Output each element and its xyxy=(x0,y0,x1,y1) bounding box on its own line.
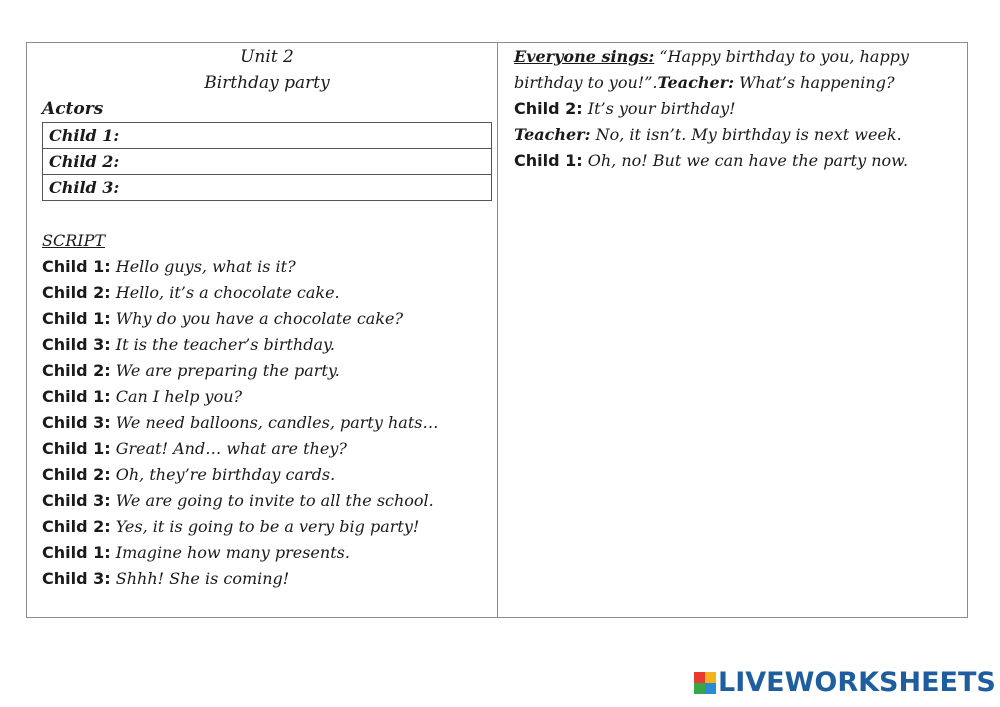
speaker-label: Child 3: xyxy=(42,413,111,432)
speaker-label: Everyone sings: xyxy=(514,47,655,66)
script-line xyxy=(42,462,492,488)
dialogue-text: Great! And… what are they? xyxy=(110,439,347,458)
script-line xyxy=(42,254,492,280)
dialogue-text: Can I help you? xyxy=(110,387,243,406)
actor-row[interactable] xyxy=(43,175,492,201)
dialogue-text: We are going to invite to all the school. xyxy=(110,491,434,510)
actor-cell[interactable]: Child 1: xyxy=(43,123,492,149)
dialogue-text: It is the teacher’s birthday. xyxy=(110,335,336,354)
dialogue-text: It’s your birthday! xyxy=(582,99,736,118)
dialogue-text: Oh, they’re birthday cards. xyxy=(110,465,336,484)
dialogue-text: Imagine how many presents. xyxy=(110,543,350,562)
speaker-label: Child 2: xyxy=(42,283,111,302)
actor-row[interactable] xyxy=(43,149,492,175)
script-line xyxy=(514,44,954,96)
dialogue-text: We need balloons, candles, party hats… xyxy=(110,413,439,432)
script-line xyxy=(42,436,492,462)
script-line xyxy=(42,280,492,306)
speaker-label: Child 1: xyxy=(514,151,583,170)
script-label: SCRIPT xyxy=(42,231,106,250)
dialogue-text: Why do you have a chocolate cake? xyxy=(110,309,404,328)
dialogue-text: “Happy birthday to you, happy birthday to you!”. xyxy=(514,47,909,92)
dialogue-text: Oh, no! But we can have the party now. xyxy=(582,151,909,170)
dialogue-text: We are preparing the party. xyxy=(110,361,340,380)
speaker-label: Child 2: xyxy=(42,517,111,536)
speaker-label: Child 3: xyxy=(42,569,111,588)
speaker-label: Child 1: xyxy=(42,387,111,406)
speaker-label: Child 1: xyxy=(42,257,111,276)
right-column xyxy=(514,44,954,174)
script-line xyxy=(42,410,492,436)
speaker-label: Child 1: xyxy=(42,439,111,458)
play-title: Birthday party xyxy=(204,73,330,93)
actor-cell[interactable]: Child 2: xyxy=(43,149,492,175)
speaker-label: Child 2: xyxy=(42,465,111,484)
script-line xyxy=(42,358,492,384)
dialogue-text: Shhh! She is coming! xyxy=(110,569,290,588)
script-line xyxy=(42,540,492,566)
dialogue-text: Yes, it is going to be a very big party! xyxy=(110,517,420,536)
actor-cell[interactable]: Child 3: xyxy=(43,175,492,201)
dialogue-text: No, it isn’t. My birthday is next week. xyxy=(590,125,902,144)
dialogue-text: What’s happening? xyxy=(733,73,895,92)
dialogue-text: Hello, it’s a chocolate cake. xyxy=(110,283,340,302)
actor-row[interactable] xyxy=(43,123,492,149)
speaker-label: Child 3: xyxy=(42,335,111,354)
unit-title: Unit 2 xyxy=(240,47,294,67)
logo-icon xyxy=(694,672,716,694)
script-line xyxy=(42,488,492,514)
dialogue-text: Hello guys, what is it? xyxy=(110,257,296,276)
speaker-label: Child 1: xyxy=(42,309,111,328)
script-line xyxy=(42,514,492,540)
speaker-label: Child 2: xyxy=(514,99,583,118)
speaker-label: Teacher: xyxy=(657,73,734,92)
left-column xyxy=(42,44,492,592)
column-divider xyxy=(497,42,498,618)
speaker-label: Teacher: xyxy=(514,125,591,144)
script-line xyxy=(514,122,954,148)
script-line xyxy=(42,566,492,592)
speaker-label: Child 1: xyxy=(42,543,111,562)
script-line xyxy=(42,384,492,410)
script-line xyxy=(514,96,954,122)
script-line xyxy=(514,148,954,174)
script-line xyxy=(42,332,492,358)
speaker-label: Child 2: xyxy=(42,361,111,380)
speaker-label: Child 3: xyxy=(42,491,111,510)
script-lines xyxy=(42,254,492,592)
script-line xyxy=(42,306,492,332)
logo-text: LIVEWORKSHEETS xyxy=(718,667,996,698)
actors-table xyxy=(42,122,492,201)
actors-label: Actors xyxy=(42,99,104,119)
liveworksheets-logo[interactable] xyxy=(694,668,996,698)
